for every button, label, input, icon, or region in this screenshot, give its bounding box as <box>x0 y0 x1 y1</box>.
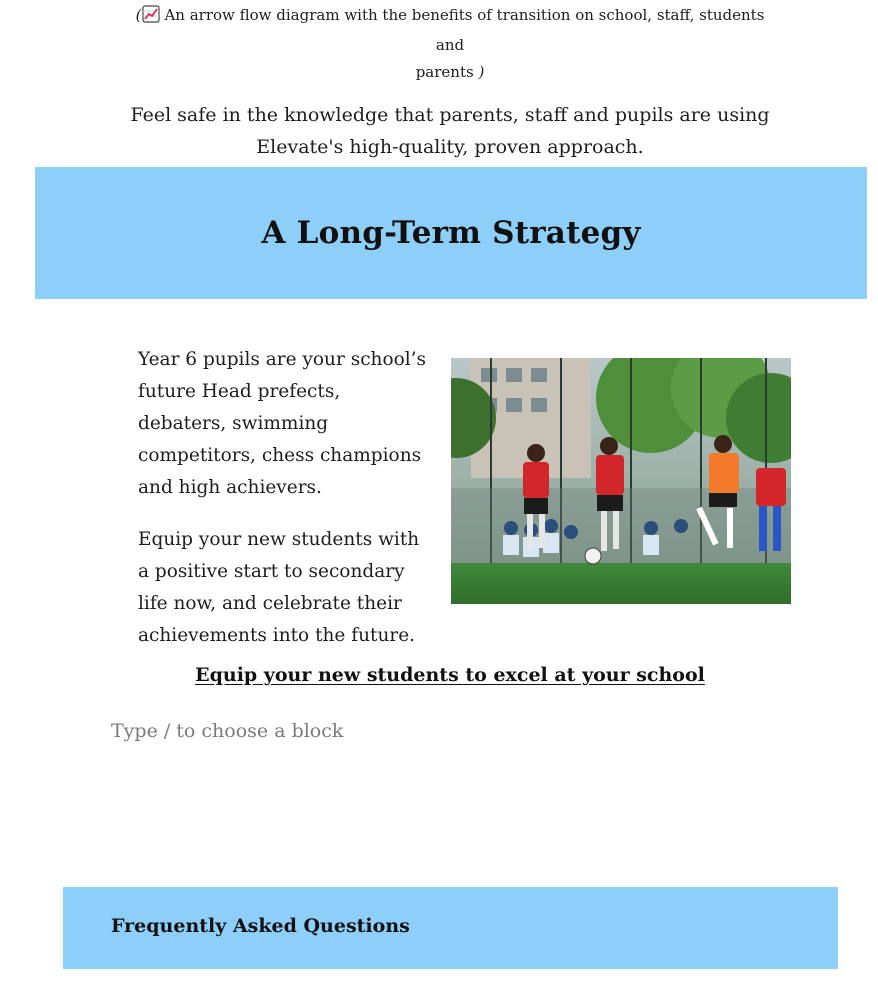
strategy-heading: A Long-Term Strategy <box>261 215 641 251</box>
block-placeholder-input[interactable]: Type / to choose a block <box>111 720 344 742</box>
caption-close-paren: ) <box>478 63 485 81</box>
strategy-text-column <box>138 344 428 672</box>
intro-paragraph: Feel safe in the knowledge that parents, staff and pupils are using Elevate's high-quality, proven approach. <box>130 104 770 158</box>
caption-open-paren: ( <box>135 6 142 24</box>
equip-students-link[interactable]: Equip your new students to excel at your school <box>195 664 705 686</box>
chart-increasing-icon <box>142 5 160 32</box>
strategy-heading-band <box>35 167 867 299</box>
girls-football-match-photo <box>451 358 791 604</box>
faq-section <box>63 887 838 969</box>
image-caption <box>120 2 780 86</box>
caption-text-line1: An arrow flow diagram with the benefits of transition on school, staff, students and <box>164 6 765 54</box>
strategy-paragraph-1: Year 6 pupils are your school’s future Head prefects, debaters, swimming competitors, chess champions and high achievers. <box>138 349 427 498</box>
cta-link-container <box>0 664 878 686</box>
caption-text-line2: parents <box>415 63 474 81</box>
strategy-paragraph-2: Equip your new students with a positive start to secondary life now, and celebrate their achievements into the future. <box>138 529 420 646</box>
faq-heading: Frequently Asked Questions <box>111 915 410 937</box>
